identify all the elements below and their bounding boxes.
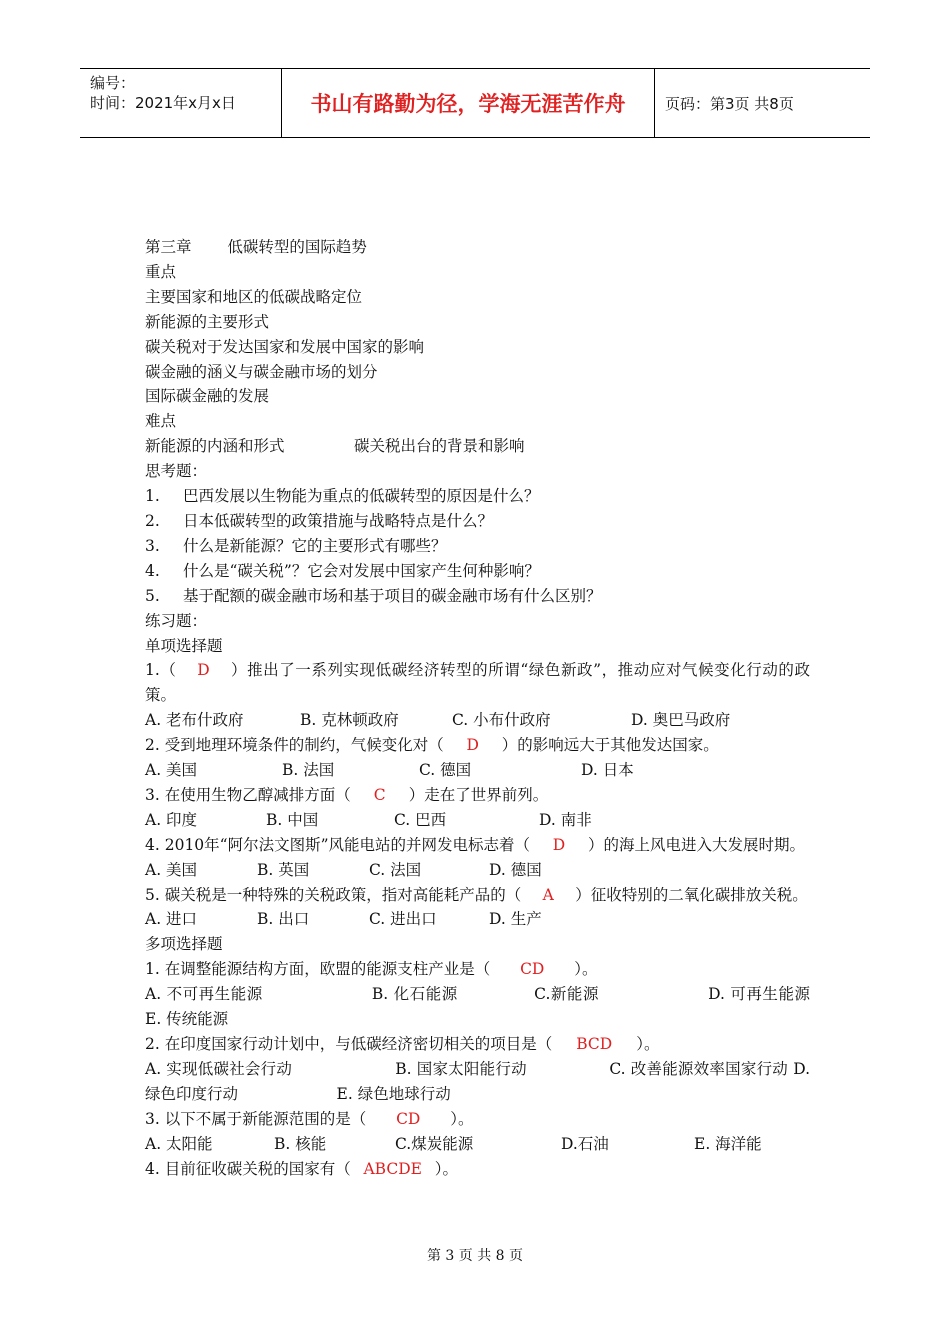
question-text: 什么是新能源？它的主要形式有哪些？ bbox=[183, 536, 447, 555]
option-row bbox=[145, 907, 810, 932]
option: B. 中国 bbox=[266, 810, 319, 829]
thinking-label: 思考题： bbox=[145, 462, 208, 481]
single-question bbox=[145, 733, 810, 758]
multi-choice-label: 多项选择题 bbox=[145, 935, 223, 954]
option-row bbox=[145, 808, 810, 833]
option: D. 南非 bbox=[539, 810, 592, 829]
option: B. 出口 bbox=[257, 910, 310, 929]
key-points-label: 重点 bbox=[145, 262, 177, 281]
option: C. 法国 bbox=[369, 860, 422, 879]
difficult-label: 难点 bbox=[145, 412, 177, 431]
answer-text: ABCDE bbox=[363, 1159, 422, 1178]
question-number: 3. bbox=[145, 536, 160, 555]
question-number: 2. bbox=[145, 511, 160, 530]
question-text: 什么是“碳关税”？它会对发展中国家产生何种影响？ bbox=[183, 561, 540, 580]
option-row: A. 实现低碳社会行动 B. 国家太阳能行动 C. 改善能源效率国家行动 D. 绿色印度行动 E. 绿色地球行动 bbox=[145, 1059, 815, 1103]
question-stem-start: 4. 2010年“阿尔法文图斯”风能电站的并网发电标志着（ bbox=[145, 835, 531, 854]
difficult-point: 新能源的内涵和形式 bbox=[145, 437, 285, 456]
answer-text: C bbox=[373, 785, 386, 804]
question-stem-start: 4. 目前征收碳关税的国家有（ bbox=[145, 1159, 351, 1178]
answer-text: BCD bbox=[576, 1035, 613, 1053]
number-label: 编号： bbox=[90, 74, 136, 92]
thinking-question bbox=[145, 509, 810, 534]
practice-label: 练习题： bbox=[145, 611, 208, 630]
header-page-label: 页码：第3页 共8页 bbox=[665, 94, 794, 113]
question-stem-start: 5. 碳关税是一种特殊的关税政策，指对高能耗产品的（ bbox=[145, 885, 522, 904]
question-stem-end: ）征收特别的二氧化碳排放关税。 bbox=[575, 885, 808, 904]
option: C. 小布什政府 bbox=[452, 711, 551, 730]
question-stem-end: ）。 bbox=[636, 1035, 660, 1053]
chapter-name: 低碳转型的国际趋势 bbox=[227, 238, 367, 256]
question-stem-start: 3. 以下不属于新能源范围的是（ bbox=[145, 1109, 367, 1128]
question-stem-start: 3. 在使用生物乙醇减排方面（ bbox=[145, 785, 351, 804]
chapter-heading bbox=[145, 235, 810, 260]
thinking-question bbox=[145, 484, 810, 509]
option: C. 巴西 bbox=[394, 810, 447, 829]
answer-text: D bbox=[197, 661, 210, 680]
option: C. 进出口 bbox=[369, 910, 437, 929]
question-stem-end: ）走在了世界前列。 bbox=[408, 785, 549, 804]
option-row bbox=[145, 708, 810, 733]
question-stem-end: ）。 bbox=[450, 1109, 474, 1128]
option: C. 德国 bbox=[419, 761, 472, 780]
question-text: 基于配额的碳金融市场和基于项目的碳金融市场有什么区别？ bbox=[183, 586, 602, 605]
option: B. 英国 bbox=[257, 860, 310, 879]
page-footer: 第 3 页 共 8 页 bbox=[426, 1248, 524, 1264]
header-info bbox=[80, 69, 282, 137]
key-point: 国际碳金融的发展 bbox=[145, 387, 270, 406]
answer-text: A bbox=[542, 885, 554, 904]
multi-question bbox=[145, 1157, 810, 1182]
single-question bbox=[145, 658, 810, 708]
document-body bbox=[145, 235, 860, 1181]
question-text: 日本低碳转型的政策措施与战略特点是什么？ bbox=[183, 511, 494, 530]
question-stem-end: ）的海上风电进入大发展时期。 bbox=[588, 835, 806, 854]
key-point: 主要国家和地区的低碳战略定位 bbox=[145, 287, 363, 306]
option: B. 克林顿政府 bbox=[300, 711, 399, 730]
thinking-question bbox=[145, 559, 810, 584]
option: D.石油 bbox=[561, 1134, 609, 1153]
question-stem-end: ）推出了一系列实现低碳经济转型的所谓“绿色新政”，推动应对气候变化行动的政策。 bbox=[145, 661, 810, 705]
option: D. 奥巴马政府 bbox=[631, 711, 731, 730]
single-question bbox=[145, 833, 810, 858]
option: E. 海洋能 bbox=[694, 1134, 762, 1153]
question-number: 1. bbox=[145, 487, 160, 506]
single-question bbox=[145, 783, 810, 808]
option-row: A. 不可再生能源 B. 化石能源 C.新能源 D. 可再生能源 E. 传统能源 bbox=[145, 985, 860, 1029]
option: A. 美国 bbox=[145, 860, 198, 879]
option: A. 美国 bbox=[145, 761, 198, 780]
question-stem-start: 1. 在调整能源结构方面，欧盟的能源支柱产业是（ bbox=[145, 960, 491, 979]
single-choice-label: 单项选择题 bbox=[145, 636, 223, 655]
option-row bbox=[145, 1132, 810, 1157]
option: A. 印度 bbox=[145, 810, 198, 829]
question-stem-start: 1.（ bbox=[145, 661, 177, 680]
difficult-points bbox=[145, 434, 810, 459]
question-number: 4. bbox=[145, 561, 160, 580]
answer-text: CD bbox=[520, 960, 545, 979]
option: B. 法国 bbox=[282, 761, 335, 780]
multi-question bbox=[145, 957, 810, 982]
option: A. 太阳能 bbox=[145, 1134, 213, 1153]
question-stem-end: ）的影响远大于其他发达国家。 bbox=[501, 736, 719, 755]
answer-text: D bbox=[466, 736, 479, 755]
answer-text: D bbox=[552, 835, 566, 854]
option: A. 进口 bbox=[145, 910, 198, 929]
option: D. 生产 bbox=[489, 910, 542, 929]
difficult-point: 碳关税出台的背景和影响 bbox=[354, 437, 525, 456]
key-point: 碳关税对于发达国家和发展中国家的影响 bbox=[145, 337, 425, 356]
header-motto: 书山有路勤为径，学海无涯苦作舟 bbox=[282, 69, 655, 137]
answer-text: CD bbox=[396, 1109, 421, 1128]
multi-question bbox=[145, 1107, 810, 1132]
key-point: 新能源的主要形式 bbox=[145, 312, 270, 331]
question-text: 巴西发展以生物能为重点的低碳转型的原因是什么？ bbox=[183, 487, 540, 506]
multi-question bbox=[145, 1032, 810, 1057]
option: B. 核能 bbox=[274, 1134, 327, 1153]
question-stem-end: ）。 bbox=[574, 960, 598, 979]
thinking-question bbox=[145, 534, 810, 559]
thinking-question bbox=[145, 584, 810, 609]
option-row bbox=[145, 758, 810, 783]
key-point: 碳金融的涵义与碳金融市场的划分 bbox=[145, 362, 378, 381]
option-row bbox=[145, 858, 810, 883]
page-header bbox=[80, 68, 870, 138]
option: D. 德国 bbox=[489, 860, 542, 879]
option: D. 日本 bbox=[581, 761, 634, 780]
single-question bbox=[145, 883, 810, 908]
question-stem-end: ）。 bbox=[434, 1159, 458, 1178]
option: C.煤炭能源 bbox=[395, 1134, 474, 1153]
question-stem-start: 2. 受到地理环境条件的制约，气候变化对（ bbox=[145, 736, 444, 755]
option: A. 老布什政府 bbox=[145, 711, 244, 730]
time-label: 时间：2021年x月x日 bbox=[90, 94, 236, 112]
chapter-number: 第三章 bbox=[145, 238, 192, 256]
question-stem-start: 2. 在印度国家行动计划中，与低碳经济密切相关的项目是（ bbox=[145, 1035, 553, 1053]
question-number: 5. bbox=[145, 586, 160, 605]
